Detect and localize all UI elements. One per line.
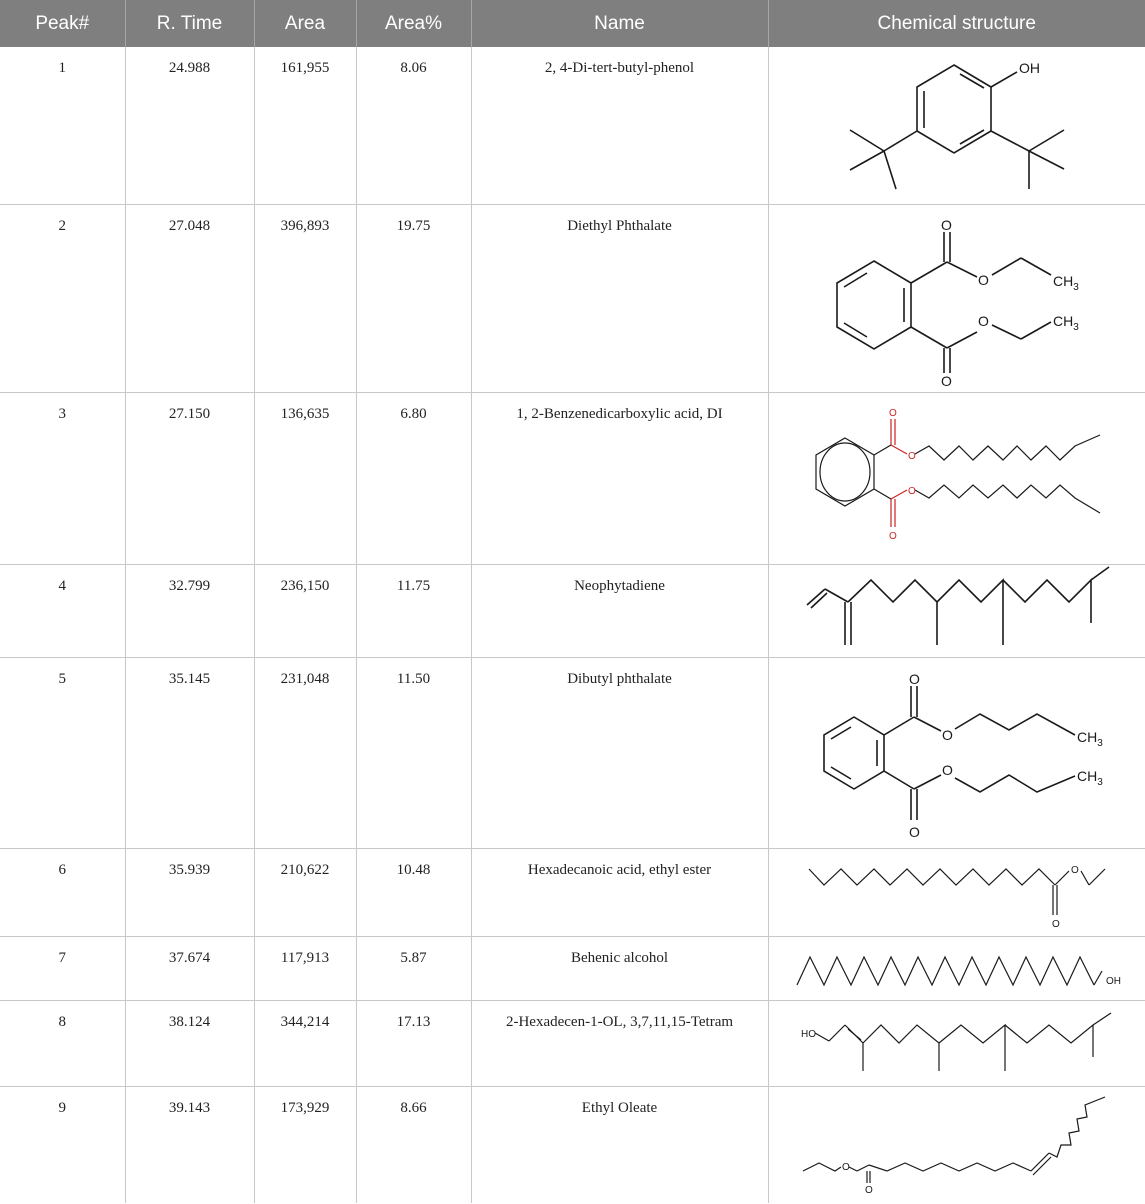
svg-text:O: O	[940, 372, 952, 389]
header-chemical-structure: Chemical structure	[768, 0, 1145, 47]
cell-area-pct: 11.50	[356, 657, 471, 848]
header-peak: Peak#	[0, 0, 125, 47]
cell-name: Diethyl Phthalate	[471, 204, 768, 392]
cell-area: 173,929	[254, 1086, 356, 1203]
cell-area: 396,893	[254, 204, 356, 392]
svg-text:CH3: $CH_3$	[1052, 312, 1079, 333]
cell-structure	[768, 848, 1145, 936]
cell-rtime: 35.939	[125, 848, 254, 936]
cell-area: 117,913	[254, 936, 356, 1000]
ethyl-hexadecanoate-structure-icon	[769, 849, 1145, 936]
svg-text:O: O	[941, 726, 953, 743]
cell-area-pct: 10.48	[356, 848, 471, 936]
cell-area-pct: 8.66	[356, 1086, 471, 1203]
table-row	[0, 848, 1145, 936]
svg-text:O: O	[864, 1184, 873, 1196]
svg-text:O: O	[941, 761, 953, 778]
cell-rtime: 27.048	[125, 204, 254, 392]
header-retention-time: R. Time	[125, 0, 254, 47]
cell-structure	[768, 1000, 1145, 1086]
cell-area-pct: 17.13	[356, 1000, 471, 1086]
cell-structure	[768, 657, 1145, 848]
cell-rtime: 37.674	[125, 936, 254, 1000]
table-row	[0, 564, 1145, 657]
svg-text:CH3: $CH_3$	[1076, 767, 1103, 788]
cell-structure	[768, 1086, 1145, 1203]
cell-peak: 7	[0, 936, 125, 1000]
cell-structure	[768, 204, 1145, 392]
table-row	[0, 1086, 1145, 1203]
svg-text:O: O	[888, 407, 897, 419]
cell-structure	[768, 47, 1145, 204]
svg-text:O: O	[908, 823, 920, 840]
cell-rtime: 39.143	[125, 1086, 254, 1203]
cell-area: 161,955	[254, 47, 356, 204]
cell-peak: 3	[0, 392, 125, 564]
header-area-percent: Area%	[356, 0, 471, 47]
table-row	[0, 392, 1145, 564]
svg-text:O: O	[841, 1161, 850, 1173]
cell-peak: 2	[0, 204, 125, 392]
svg-text:HO: HO	[800, 1028, 816, 1040]
diethyl-phthalate-structure-icon	[769, 205, 1145, 392]
svg-text:O: O	[1070, 864, 1079, 876]
cell-peak: 5	[0, 657, 125, 848]
cell-rtime: 24.988	[125, 47, 254, 204]
cell-structure	[768, 392, 1145, 564]
cell-name: Behenic alcohol	[471, 936, 768, 1000]
cell-area: 231,048	[254, 657, 356, 848]
behenic-alcohol-structure-icon	[769, 937, 1145, 1000]
cell-structure	[768, 564, 1145, 657]
cell-area: 236,150	[254, 564, 356, 657]
cell-name: 2, 4-Di-tert-butyl-phenol	[471, 47, 768, 204]
svg-text:CH3: $CH_3$	[1052, 272, 1079, 293]
svg-text:O: O	[907, 485, 916, 497]
di-tert-butyl-phenol-structure-icon	[769, 47, 1145, 203]
cell-area: 210,622	[254, 848, 356, 936]
svg-text:OH: OH	[1018, 60, 1040, 77]
cell-peak: 4	[0, 564, 125, 657]
header-area: Area	[254, 0, 356, 47]
ethyl-oleate-structure-icon	[769, 1087, 1145, 1203]
cell-peak: 6	[0, 848, 125, 936]
table-row	[0, 204, 1145, 392]
cell-area-pct: 19.75	[356, 204, 471, 392]
cell-peak: 8	[0, 1000, 125, 1086]
benzenedicarboxylic-acid-structure-icon	[769, 393, 1145, 564]
neophytadiene-structure-icon	[769, 565, 1145, 657]
table-row	[0, 1000, 1145, 1086]
cell-rtime: 35.145	[125, 657, 254, 848]
cell-name: 2-Hexadecen-1-OL, 3,7,11,15-Tetram	[471, 1000, 768, 1086]
cell-structure	[768, 936, 1145, 1000]
cell-name: Neophytadiene	[471, 564, 768, 657]
cell-name: 1, 2-Benzenedicarboxylic acid, DI	[471, 392, 768, 564]
cell-area: 344,214	[254, 1000, 356, 1086]
svg-text:O: O	[977, 312, 989, 329]
cell-name: Ethyl Oleate	[471, 1086, 768, 1203]
cell-rtime: 27.150	[125, 392, 254, 564]
cell-name: Hexadecanoic acid, ethyl ester	[471, 848, 768, 936]
svg-text:O: O	[977, 271, 989, 288]
phytol-structure-icon	[769, 1001, 1145, 1086]
svg-text:O: O	[908, 670, 920, 687]
svg-text:O: O	[1051, 918, 1060, 930]
dibutyl-phthalate-structure-icon	[769, 658, 1145, 848]
cell-name: Dibutyl phthalate	[471, 657, 768, 848]
cell-area: 136,635	[254, 392, 356, 564]
cell-area-pct: 8.06	[356, 47, 471, 204]
table-header-row	[0, 0, 1145, 47]
svg-text:CH3: $CH_3$	[1076, 728, 1103, 749]
svg-text:OH: OH	[1105, 975, 1121, 987]
cell-area-pct: 11.75	[356, 564, 471, 657]
table-row	[0, 47, 1145, 204]
table-row	[0, 657, 1145, 848]
header-name: Name	[471, 0, 768, 47]
cell-peak: 9	[0, 1086, 125, 1203]
svg-text:O: O	[888, 530, 897, 542]
cell-rtime: 32.799	[125, 564, 254, 657]
svg-text:O: O	[907, 450, 916, 462]
svg-text:O: O	[940, 216, 952, 233]
cell-rtime: 38.124	[125, 1000, 254, 1086]
cell-area-pct: 6.80	[356, 392, 471, 564]
cell-peak: 1	[0, 47, 125, 204]
cell-area-pct: 5.87	[356, 936, 471, 1000]
table-row	[0, 936, 1145, 1000]
